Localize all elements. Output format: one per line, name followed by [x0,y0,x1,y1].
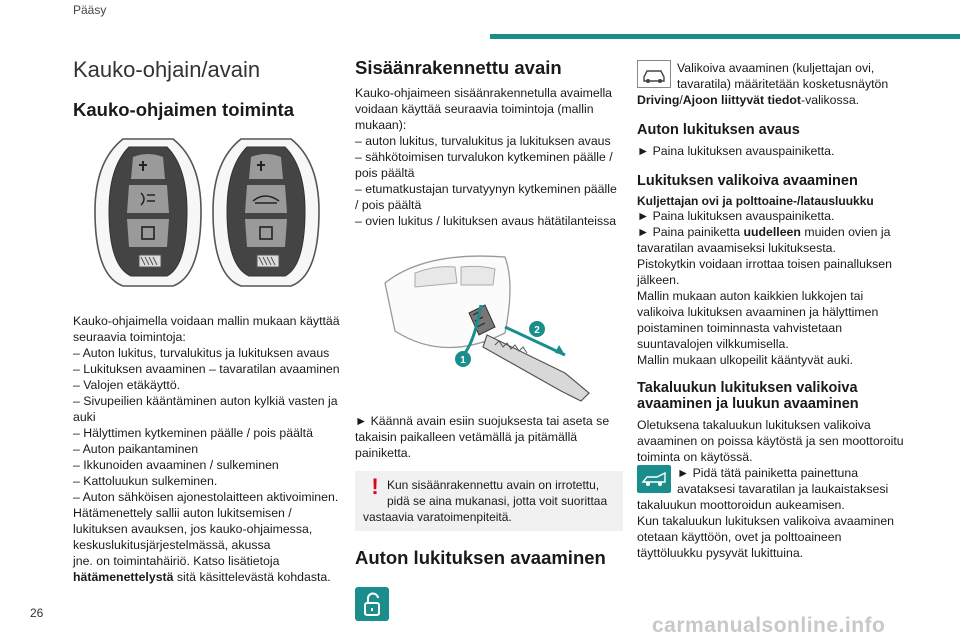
tailgate-enabled-note: Kun takaluukun lukituksen valikoiva avaaminen otetaan käyttöön, ovet ja polttoaineen täyttöluukku pysyvät lukittuina. [637,514,895,560]
callout-2-label: 2 [534,325,540,336]
selective-step-1: ► Paina lukituksen avauspainiketta. [637,209,835,223]
section-title-remote: Kauko-ohjaimen toiminta [73,99,294,120]
selective-opening-note [637,60,905,92]
remote-item: – Hälyttimen kytkeminen päälle / pois päältä [73,426,313,440]
integrated-intro: Kauko-ohjaimeen sisäänrakennetulla avaimella voidaan käyttää seuraavia toimintoja (mallin mukaan): [355,86,613,132]
warning-text: Kun sisäänrakennettu avain on irrotettu, pidä se aina mukanasi, jotta voit suorittaa vastaavia varatoimenpiteitä. [363,478,608,524]
warning-box [355,471,623,531]
indicator-note: Mallin mukaan auton kaikkien lukkojen tai valikoiva lukituksen avaaminen ja hälyttimen poistaminen toiminnasta vahvistetaan suuntavalojen vilkkumisella. [637,289,879,351]
remote-key-right [213,139,319,286]
step2-bold: uudelleen [743,225,801,239]
mirror-note: Mallin mukaan ulkopeilit kääntyvät auki. [637,353,853,367]
subtitle-unlock: Auton lukituksen avaus [637,122,800,138]
selective-line1: Valikoiva avaaminen (kuljettajan ovi, [677,61,875,75]
emergency-link[interactable]: hätämenettelystä [73,570,174,584]
step2-a: ► Paina painiketta [637,225,744,239]
menu-driving: Driving [637,93,680,107]
selective-step-2 [637,224,905,256]
tailgate-step-rest: takaluukun moottoroidun aukeamisen. [637,498,845,512]
emergency-note: Hätämenettely sallii auton lukitsemisen / lukituksen avauksen, jos kauko-ohjaimessa, keskuslukitusjärjestelmässä, akussa [73,506,313,552]
remote-keys-figure [83,131,335,291]
emergency-line2-text: jne. on toimintahäiriö. Katso lisätietoja [73,554,280,568]
emergency-end: sitä käsittelevästä kohdasta. [173,570,331,584]
selective-line2: tavaratila) määritetään kosketusnäytön [677,77,889,91]
plug-note: Pistokytkin voidaan irrottaa toisen painalluksen jälkeen. [637,257,892,287]
integrated-item: – etumatkustajan turvatyynyn kytkeminen päälle / pois päältä [355,182,617,212]
emergency-note-end [73,569,343,585]
column-remote-control [73,52,343,585]
section-title-integrated-key: Sisäänrakennettu avain [355,57,562,78]
page-number: 26 [30,606,44,620]
menu-driving-info: Ajoon liittyvät tiedot [682,93,801,107]
menu-slash: / [679,93,683,107]
step2-b: muiden ovien ja tavaratilan avaamiseksi lukituksesta. [637,225,891,255]
remote-item: – Kattoluukun sulkeminen. [73,474,218,488]
section-label: Pääsy [73,3,107,17]
unlock-padlock-icon [355,587,389,621]
remote-item: – Valojen etäkäyttö. [73,378,181,392]
integrated-item: – auton lukitus, turvalukitus ja lukituksen avaus [355,134,611,148]
tailgate-step-line2: avataksesi tavaratilan ja laukaistaksesi [677,482,889,496]
callout-1-label: 1 [460,355,466,366]
remote-item: – Auton lukitus, turvalukitus ja lukituksen avaus [73,346,330,360]
integrated-item: – sähkötoimisen turvalukon kytkeminen päälle / pois päältä [355,150,613,180]
watermark: carmanualsonline.info [652,614,886,637]
subtitle-selective: Lukituksen valikoiva avaaminen [637,173,858,189]
driver-door-label: Kuljettajan ovi ja polttoaine-/latausluukku [637,194,874,208]
remote-intro: Kauko-ohjaimella voidaan mallin mukaan käyttää seuraavia toimintoja: [73,314,340,344]
car-tailgate-icon [637,465,671,493]
integrated-key-figure [365,243,605,403]
section-title-unlocking: Auton lukituksen avaaminen [355,547,606,568]
unlock-text: ► Paina lukituksen avauspainiketta. [637,144,835,158]
remote-item: – Auton sähköisen ajonestolaitteen aktivoiminen. [73,490,339,504]
remote-key-left [95,139,201,286]
menu-end: -valikossa. [800,93,860,107]
integrated-item: – ovien lukitus / lukituksen avaus hätätilanteissa [355,214,617,228]
remote-item: – Sivupeilien kääntäminen auton kylkiä vasten ja auki [73,394,338,424]
emergency-note-line2 [73,553,343,569]
warning-icon: ! [371,474,379,499]
column-unlocking [637,52,905,561]
remote-item: – Ikkunoiden avaaminen / sulkeminen [73,458,279,472]
car-doors-icon [637,60,671,88]
tailgate-step [637,465,905,497]
remote-item: – Auton paikantaminen [73,442,199,456]
column-integrated-key [355,52,623,626]
integrated-instruction: ► Käännä avain esiin suojuksesta tai aseta se takaisin paikalleen vetämällä ja pitämällä painiketta. [355,414,610,460]
tailgate-step-line1: ► Pidä tätä painiketta painettuna [677,466,859,480]
top-accent-bar [490,34,960,39]
tailgate-default: Oletuksena takaluukun lukituksen valikoiva avaaminen on poissa käytöstä ja sen moottoroitu toiminta on käytössä. [637,418,904,464]
chapter-title: Kauko-ohjain/avain [73,57,261,82]
subtitle-tailgate: Takaluukun lukituksen valikoiva avaaminen ja luukun avaaminen [637,380,859,412]
remote-item: – Lukituksen avaaminen – tavaratilan avaaminen [73,362,340,376]
selective-menu [637,92,905,108]
